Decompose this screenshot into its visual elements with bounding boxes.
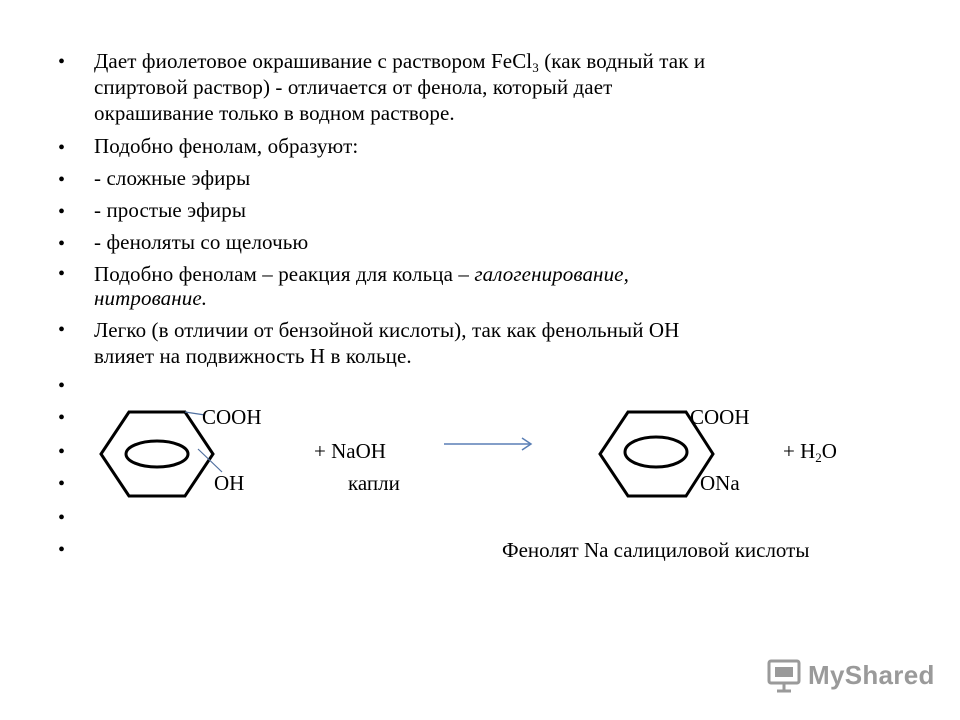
- bullet: •: [58, 319, 66, 341]
- product-caption: Фенолят Na салициловой кислоты: [502, 538, 810, 562]
- bullet: •: [58, 473, 66, 495]
- right-cooh-label: COOH: [690, 405, 750, 429]
- bullet: •: [58, 233, 66, 255]
- bullet-text-ethers: - простые эфиры: [94, 198, 247, 222]
- left-oh-label: OH: [214, 471, 245, 495]
- watermark-text: MyShared: [808, 660, 935, 690]
- aromatic-circle-right: [625, 437, 687, 467]
- byproduct-water-label: + $H_2O$: [783, 439, 837, 465]
- bullet: •: [58, 441, 66, 463]
- bullet-text-esters: - сложные эфиры: [94, 166, 251, 190]
- bullet-text-easily: Легко (в отличии от бензойной кислоты), так как фенольный ОН: [94, 318, 680, 342]
- bullet: •: [58, 169, 66, 191]
- bullet: •: [58, 507, 66, 529]
- bullet: •: [58, 375, 66, 397]
- bullet-text-fecl3: Дает фиолетовое окрашивание с раствором FeCl$_3$ (как водный так и: [94, 49, 706, 75]
- bullet: •: [58, 539, 66, 561]
- bullet-text-continuation: окрашивание только в водном растворе.: [94, 101, 455, 125]
- bullet: •: [58, 51, 66, 73]
- bullet: •: [58, 407, 66, 429]
- watermark: [766, 658, 936, 694]
- bullet-text-continuation: нитрование.: [94, 286, 208, 310]
- bullet: •: [58, 263, 66, 285]
- left-cooh-label: COOH: [202, 405, 262, 429]
- projector-screen-icon: [766, 658, 806, 694]
- bullet-text-phenolates: - феноляты со щелочью: [94, 230, 309, 254]
- bullet-text-continuation: спиртовой раствор) - отличается от фенола, который дает: [94, 75, 613, 99]
- bullet-text-similar: Подобно фенолам, образуют:: [94, 134, 359, 158]
- bullet-text-ring-reactions: Подобно фенолам – реакция для кольца – галогенирование,: [94, 262, 629, 286]
- right-ona-label: ONa: [700, 471, 740, 495]
- bullet: •: [58, 137, 66, 159]
- aromatic-circle-left: [126, 441, 188, 467]
- condition-label: капли: [348, 471, 400, 495]
- benzene-ring-left: [101, 412, 213, 496]
- bullet: •: [58, 201, 66, 223]
- reagent-naoh-label: + NaOH: [314, 439, 386, 463]
- bullet-text-continuation: влияет на подвижность Н в кольце.: [94, 344, 412, 368]
